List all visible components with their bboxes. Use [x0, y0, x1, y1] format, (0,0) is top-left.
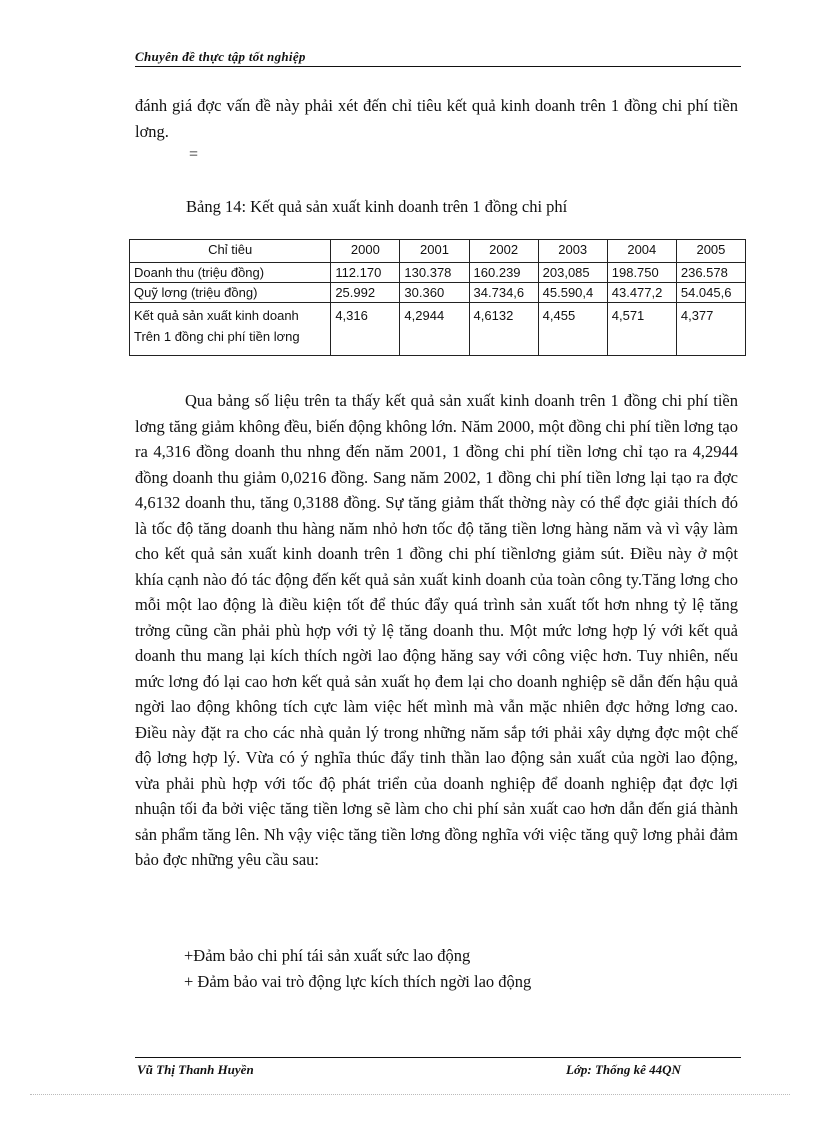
row-label: Quỹ lơng (triệu đồng)	[130, 283, 331, 303]
results-table	[129, 239, 746, 356]
table-row	[130, 303, 746, 356]
equals-sign: =	[189, 146, 199, 163]
table-cell: 34.734,6	[469, 283, 538, 303]
table-cell: 4,455	[538, 303, 607, 356]
header-divider	[135, 66, 741, 67]
table-cell: 4,6132	[469, 303, 538, 356]
table-row	[130, 263, 746, 283]
footer-class: Lớp: Thống kê 44QN	[566, 1062, 681, 1077]
table-cell: 30.360	[400, 283, 469, 303]
table-cell: 4,571	[607, 303, 676, 356]
table-cell: 25.992	[331, 283, 400, 303]
table-cell: 160.239	[469, 263, 538, 283]
table-header-cell: 2004	[607, 240, 676, 263]
page-bottom-dotted-line	[30, 1094, 790, 1095]
table-header-cell: 2002	[469, 240, 538, 263]
table-cell: 198.750	[607, 263, 676, 283]
table-cell: 4,316	[331, 303, 400, 356]
table-cell: 4,2944	[400, 303, 469, 356]
row-label: Doanh thu (triệu đồng)	[130, 263, 331, 283]
intro-paragraph: đánh giá đợc vấn đề này phải xét đến chỉ tiêu kết quả kinh doanh trên 1 đồng chi phí tiền lơng.	[135, 96, 738, 141]
table-row	[130, 283, 746, 303]
table-header-cell: 2005	[676, 240, 745, 263]
table-cell: 112.170	[331, 263, 400, 283]
table-header-row	[130, 240, 746, 263]
table-header-cell: 2000	[331, 240, 400, 263]
page-header-title: Chuyên đề thực tập tốt nghiệp	[135, 49, 306, 64]
table-cell: 236.578	[676, 263, 745, 283]
table-cell: 130.378	[400, 263, 469, 283]
table-cell: 45.590,4	[538, 283, 607, 303]
footer-author: Vũ Thị Thanh Huyền	[137, 1062, 254, 1077]
analysis-paragraph: Qua bảng số liệu trên ta thấy kết quả sản xuất kinh doanh trên 1 đồng chi phí tiền lơng tăng giảm không đều, biến động không lớn. Năm 2000, một đồng chi phí tiền lơng tạo ra 4,316 đồng doanh thu nhng đến năm 2001, 1 đồng chi phí tiền lơng chỉ tạo ra 4,2944 đồng doanh thu giảm 0,0216 đồng. Sang năm 2002, 1 đồng chi phí tiền lơng lại tạo ra đợc 4,6132 doanh thu, tăng 0,3188 đồng. Sự tăng giảm thất thờng này có thể đợc giải thích đó là tốc độ tăng doanh thu hàng năm nhỏ hơn tốc độ tăng tiền lơng hàng năm và vì vậy làm cho kết quả sản xuất kinh doanh trên 1 đồng chi phí tiềnlơng giảm sút. Điều này ở một khía cạnh nào đó tác động đến kết quả sản xuất kinh doanh của toàn công ty.Tăng lơng cho mỗi một lao động là điều kiện tốt để thúc đẩy quá trình sản xuất tốt hơn nhng tỷ lệ tăng trởng cũng cần phải phù hợp với tỷ lệ tăng doanh thu. Một mức lơng hợp lý với kết quả doanh thu mang lại kích thích ngời lao động hăng say với công việc hơn. Tuy nhiên, nếu mức lơng đó lại cao hơn kết quả sản xuất họ đem lại cho doanh nghiệp sẽ dẫn đến hậu quả ngời lao động không tích cực làm việc hết mình mà vẫn mặc nhiên đợc hởng lơng cao. Điều này đặt ra cho các nhà quản lý trong những năm sắp tới phải xây dựng đợc một chế độ lơng hợp lý. Vừa có ý nghĩa thúc đẩy tinh thần lao động sản xuất của ngời lao động, vừa phải phù hợp với tốc độ phát triển của doanh nghiệp để doanh nghiệp đạt đợc lợi nhuận tối đa bởi việc tăng tiền lơng sẽ làm cho chi phí sản xuất cao hơn dẫn đến giá thành sản phẩm tăng lên. Nh vậy việc tăng tiền lơng đồng nghĩa với việc tăng quỹ lơng phải đảm bảo đợc những yêu cầu sau:	[135, 391, 738, 869]
table-header-cell: 2001	[400, 240, 469, 263]
table-header-cell: 2003	[538, 240, 607, 263]
bullet-item: + Đảm bảo vai trò động lực kích thích ngời lao động	[184, 972, 532, 991]
table-cell: 43.477,2	[607, 283, 676, 303]
footer-divider	[135, 1057, 741, 1058]
table-cell: 54.045,6	[676, 283, 745, 303]
table-header-cell: Chỉ tiêu	[130, 240, 331, 263]
table-cell: 203,085	[538, 263, 607, 283]
row-label: Kết quả sản xuất kinh doanh Trên 1 đồng chi phí tiền lơng	[130, 303, 331, 356]
table-cell: 4,377	[676, 303, 745, 356]
bullet-item: +Đảm bảo chi phí tái sản xuất sức lao động	[184, 946, 471, 965]
table-caption: Bảng 14: Kết quả sản xuất kinh doanh trên 1 đồng chi phí	[186, 197, 568, 216]
